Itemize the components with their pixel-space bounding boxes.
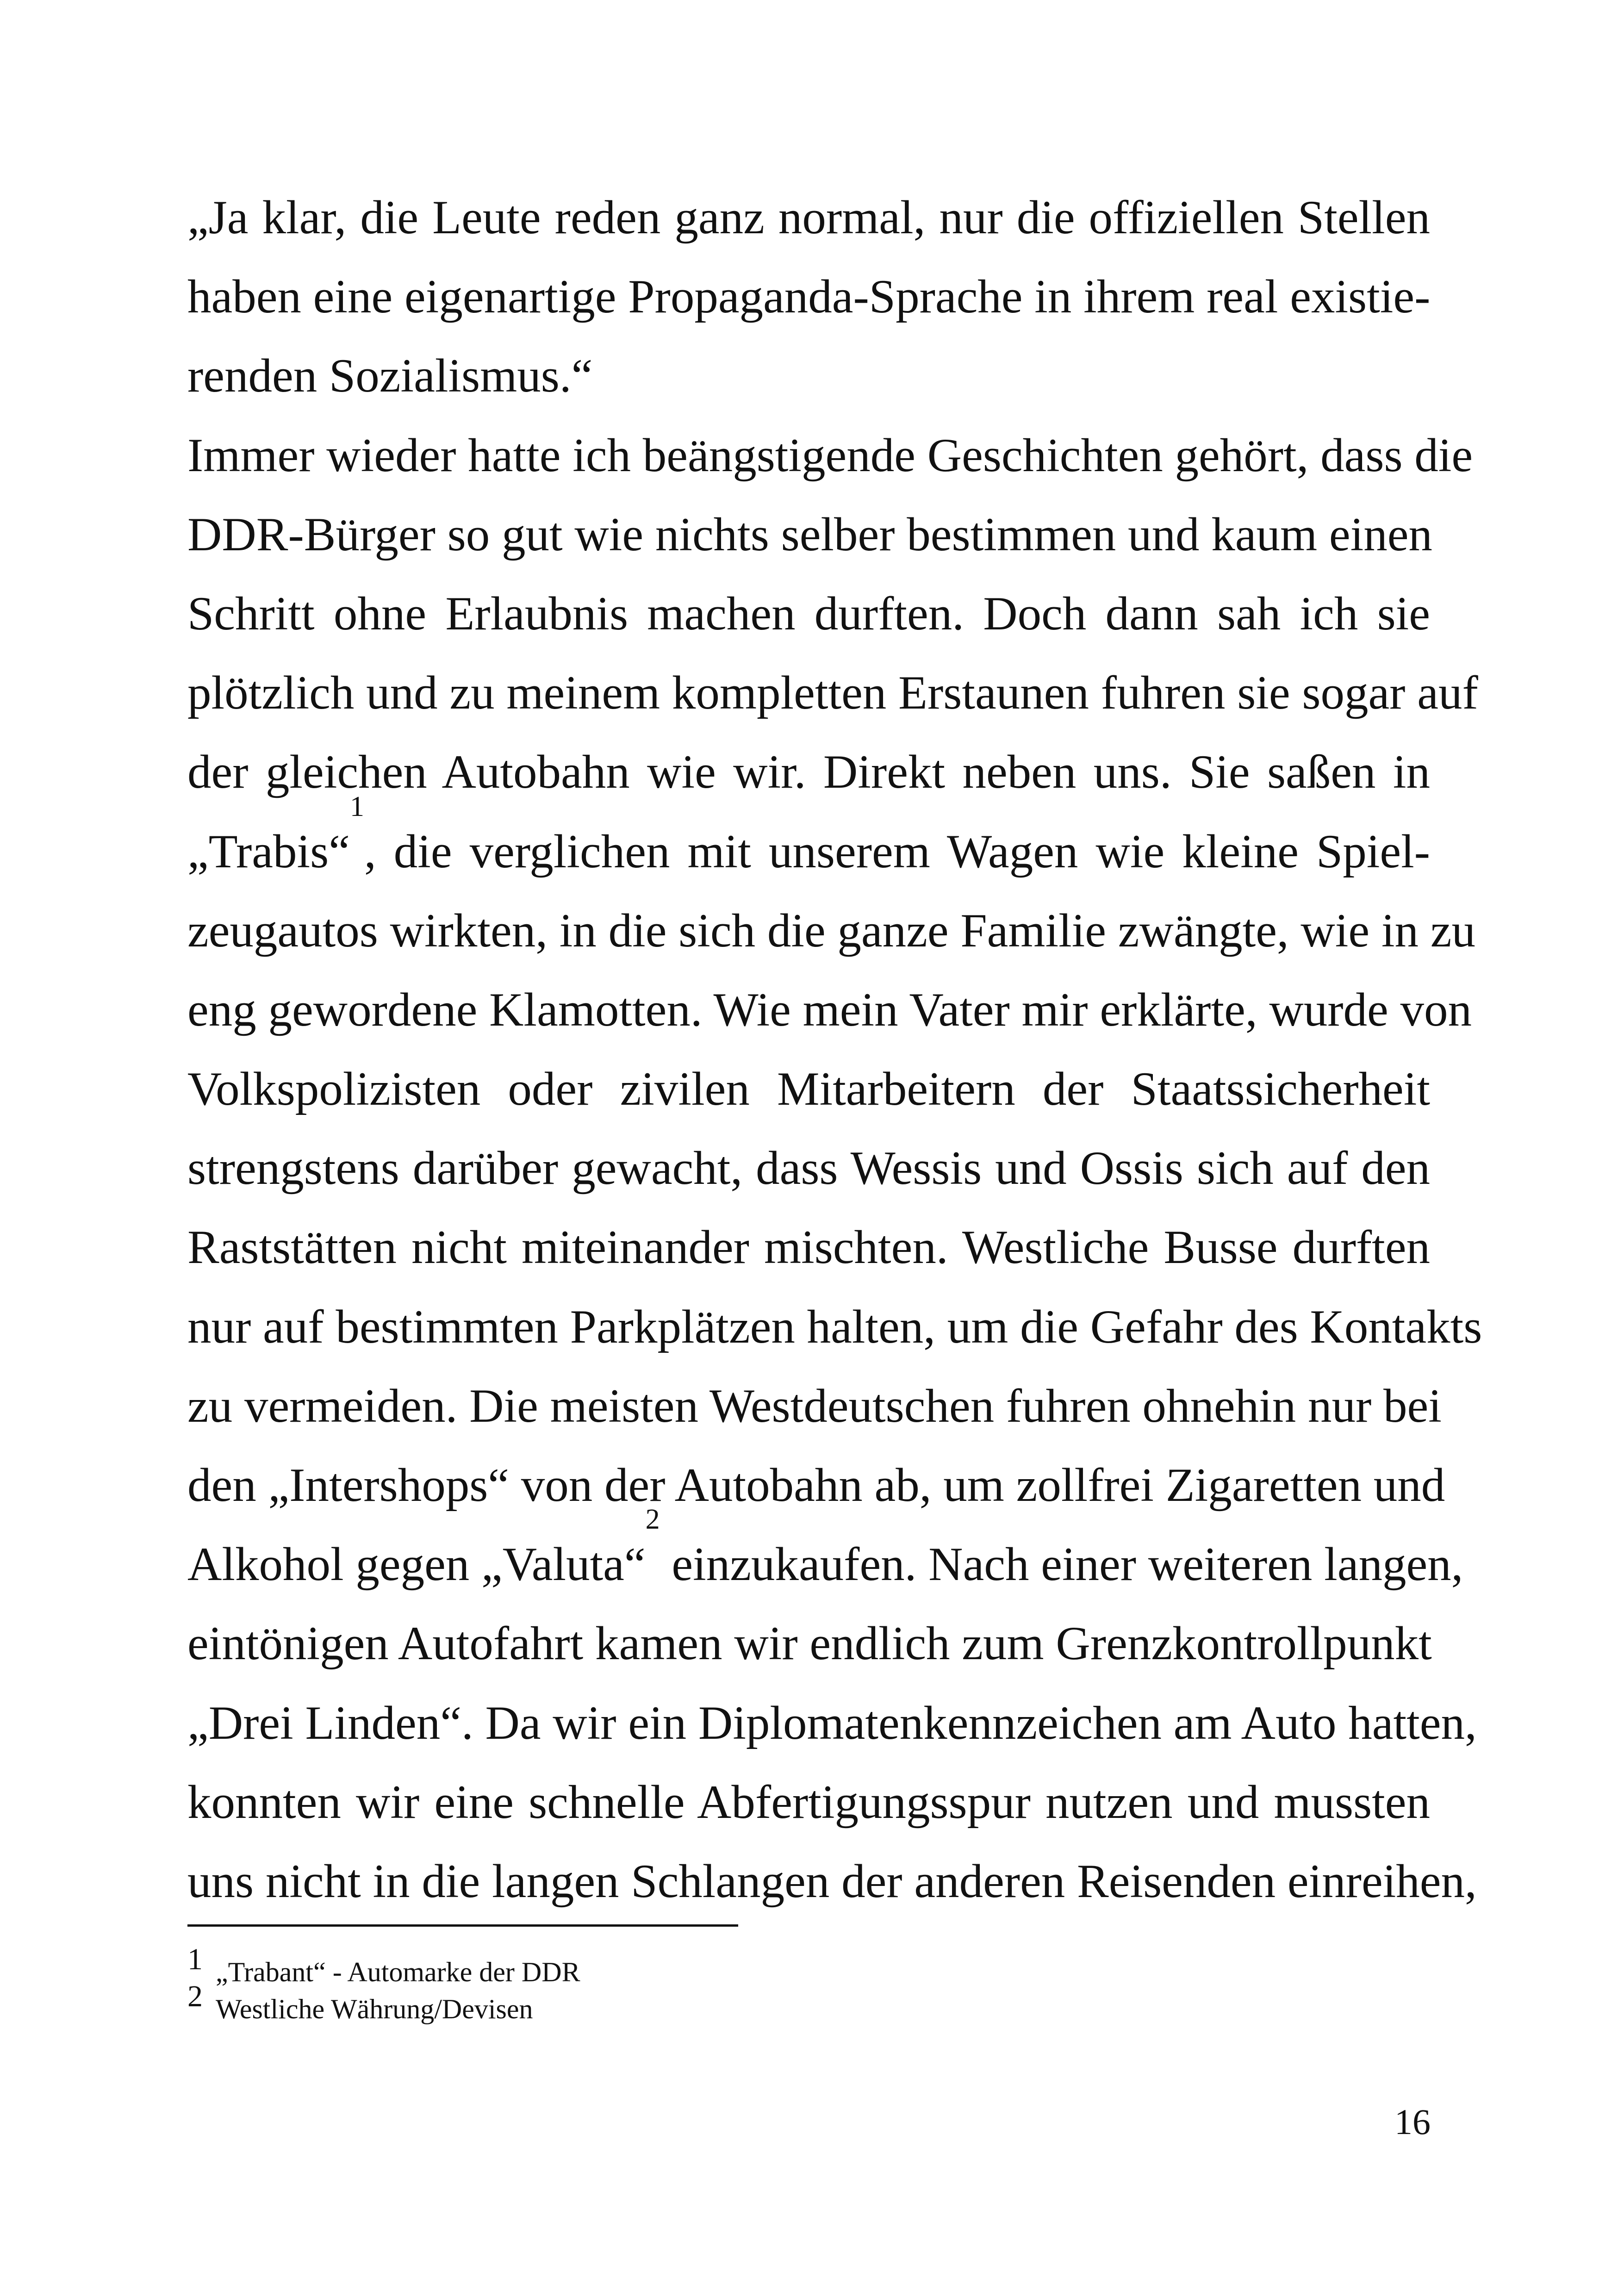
line-text: „Ja klar, die Leute reden ganz normal, nur die offiziellen Stellen xyxy=(187,191,1430,244)
text-line-8 xyxy=(187,733,1430,812)
text-line-14 xyxy=(187,1208,1430,1287)
line-text: zu vermeiden. Die meisten Westdeutschen fuhren ohnehin nur bei xyxy=(187,1379,1442,1432)
line-text: nur auf bestimmten Parkplätzen halten, um die Gefahr des Kontakts xyxy=(187,1300,1482,1353)
footnote-text: Westliche Währung/Devisen xyxy=(216,1994,533,2024)
text-line-18 xyxy=(187,1504,1463,1604)
line-text: haben eine eigenartige Propaganda-Sprache in ihrem real existie- xyxy=(187,270,1431,324)
line-text: der gleichen Autobahn wie wir. Direkt neben uns. Sie saßen in xyxy=(187,746,1430,799)
footnote-text: „Trabant“ - Automarke der DDR xyxy=(216,1957,580,1987)
text-line-16 xyxy=(187,1367,1442,1446)
line-text: „Trabis“ xyxy=(187,825,350,878)
footnote-1 xyxy=(187,1942,1021,1991)
text-line-5 xyxy=(187,495,1430,574)
line-text: plötzlich und zu meinem kompletten Erstaunen fuhren sie sogar auf xyxy=(187,666,1478,720)
text-line-15 xyxy=(187,1288,1482,1367)
text-line-21 xyxy=(187,1763,1430,1842)
text-line-6 xyxy=(187,574,1430,653)
line-text: uns nicht in die langen Schlangen der anderen Reisenden einreihen, xyxy=(187,1854,1477,1908)
text-line-1 xyxy=(187,178,1430,257)
line-text: „Drei Linden“. Da wir ein Diplomatenkennzeichen am Auto hatten, xyxy=(187,1696,1477,1749)
line-text: eng gewordene Klamotten. Wie mein Vater mir erklärte, wurde von xyxy=(187,983,1472,1036)
text-line-11 xyxy=(187,971,1472,1050)
footnote-2 xyxy=(187,1979,1021,2028)
footnote-reference-2[interactable]: 2 xyxy=(645,1504,660,1536)
text-line-13 xyxy=(187,1129,1430,1208)
line-text: renden Sozialismus.“ xyxy=(187,349,593,403)
text-line-9 xyxy=(187,790,1430,891)
text-line-19 xyxy=(187,1604,1430,1683)
text-line-17 xyxy=(187,1446,1445,1525)
text-line-2 xyxy=(187,257,1430,336)
line-text: , die verglichen mit unserem Wagen wie kleine Spiel- xyxy=(364,825,1430,878)
text-line-7 xyxy=(187,653,1478,733)
text-line-22 xyxy=(187,1842,1477,1921)
line-text: eintönigen Autofahrt kamen wir endlich zum Grenzkontrollpunkt xyxy=(187,1617,1432,1670)
text-line-4 xyxy=(187,416,1473,495)
line-text: zeugautos wirkten, in die sich die ganze Familie zwängte, wie in zu xyxy=(187,904,1475,957)
footnote-number: 1 xyxy=(187,1942,203,1976)
line-text: DDR-Bürger so gut wie nichts selber bestimmen und kaum einen xyxy=(187,508,1432,561)
line-text: einzukaufen. Nach einer weiteren langen, xyxy=(660,1538,1463,1591)
text-line-3 xyxy=(187,336,1430,416)
footnote-separator xyxy=(187,1924,738,1927)
line-text: Volkspolizisten oder zivilen Mitarbeitern der Staatssicherheit xyxy=(187,1063,1430,1116)
text-line-20 xyxy=(187,1684,1477,1763)
line-text: Immer wieder hatte ich beängstigende Geschichten gehört, dass die xyxy=(187,429,1473,482)
page-number: 16 xyxy=(1394,2102,1431,2142)
body-text xyxy=(187,178,1482,1921)
line-text: Schritt ohne Erlaubnis machen durften. Doch dann sah ich sie xyxy=(187,587,1430,640)
text-line-10 xyxy=(187,891,1475,971)
line-text: Alkohol gegen „Valuta“ xyxy=(187,1538,646,1591)
line-text: konnten wir eine schnelle Abfertigungsspur nutzen und mussten xyxy=(187,1775,1430,1829)
line-text: Raststätten nicht miteinander mischten. Westliche Busse durften xyxy=(187,1221,1430,1274)
footnote-reference-1[interactable]: 1 xyxy=(349,790,364,822)
text-line-12 xyxy=(187,1050,1430,1129)
footnote-number: 2 xyxy=(187,1979,203,2013)
line-text: den „Intershops“ von der Autobahn ab, um zollfrei Zigaretten und xyxy=(187,1459,1445,1512)
line-text: strengstens darüber gewacht, dass Wessis und Ossis sich auf den xyxy=(187,1142,1430,1195)
